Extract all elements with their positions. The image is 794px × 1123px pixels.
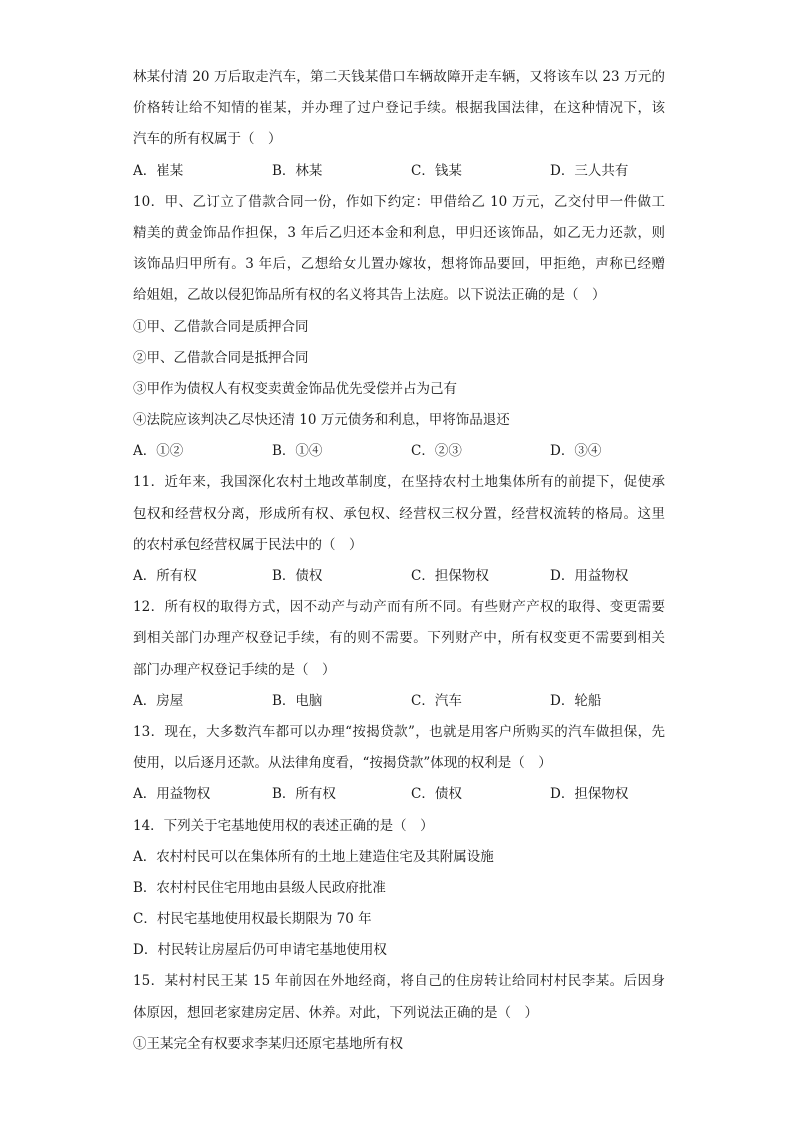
statement-item: ②甲、乙借款合同是抵押合同 — [133, 349, 309, 366]
question-text-line: 12．所有权的取得方式，因不动产与动产而有所不同。有些财产产权的取得、变更需要 — [133, 599, 665, 616]
statement-item: ①甲、乙借款合同是质押合同 — [133, 318, 309, 335]
option-a: A．所有权 — [133, 568, 197, 584]
option-b: B．所有权 — [272, 786, 336, 803]
option-d: D．轮船 — [550, 692, 602, 709]
option-b: B．①④ — [272, 443, 323, 460]
option-c: C．②③ — [411, 443, 462, 460]
statement-item: ④法院应该判决乙尽快还清 10 万元债务和利息，甲将饰品退还 — [133, 412, 510, 429]
question-11 — [133, 467, 665, 592]
question-text-line: 使用，以后逐月还款。从法律角度看，“按揭贷款”体现的权利是（ ） — [133, 755, 552, 772]
option-b: B．债权 — [272, 568, 323, 584]
answer-options — [133, 561, 665, 592]
question-13 — [133, 717, 665, 811]
option-c: C．汽车 — [411, 692, 462, 709]
question-list — [133, 62, 665, 1060]
question-text-line: 的农村承包经营权属于民法中的（ ） — [133, 536, 363, 553]
option-d: D．③④ — [550, 443, 602, 460]
answer-options — [133, 686, 665, 717]
choice-c: C．村民宅基地使用权最长期限为 70 年 — [133, 911, 372, 928]
option-c: C．钱某 — [411, 162, 462, 179]
option-c: C．债权 — [411, 786, 462, 803]
question-text-line: 到相关部门办理产权登记手续，有的则不需要。下列财产中，所有权变更不需要到相关 — [133, 630, 665, 647]
question-text-line: 体原因，想回老家建房定居、休养。对此，下列说法正确的是（ ） — [133, 1004, 538, 1021]
answer-options — [133, 779, 665, 810]
option-a: A．崔某 — [133, 162, 184, 179]
question-text-line: 包权和经营权分离，形成所有权、承包权、经营权三权分置，经营权流转的格局。这里 — [133, 505, 665, 522]
question-text-line: 11．近年来，我国深化农村土地改革制度，在坚持农村土地集体所有的前提下，促使承 — [133, 474, 665, 491]
question-15 — [133, 966, 665, 1060]
question-text-line: 精美的黄金饰品作担保，3 年后乙归还本金和利息，甲归还该饰品，如乙无力还款，则 — [133, 224, 665, 241]
option-a: A．用益物权 — [133, 786, 211, 803]
option-a: A．①② — [133, 443, 184, 460]
question-10 — [133, 187, 665, 468]
option-d: D．用益物权 — [550, 568, 629, 584]
question-text-line: 10．甲、乙订立了借款合同一份，作如下约定：甲借给乙 10 万元，乙交付甲一件做工 — [133, 193, 665, 210]
option-c: C．担保物权 — [411, 568, 489, 584]
question-text-line: 部门办理产权登记手续的是（ ） — [133, 661, 336, 678]
statement-item: ③甲作为债权人有权变卖黄金饰品优先受偿并占为己有 — [133, 380, 457, 397]
option-a: A．房屋 — [133, 692, 184, 709]
question-text-line: 林某付清 20 万后取走汽车，第二天钱某借口车辆故障开走车辆，又将该车以 23 万元的 — [133, 69, 665, 85]
choice-a: A．农村村民可以在集体所有的土地上建造住宅及其附属设施 — [133, 848, 494, 865]
option-b: B．林某 — [272, 162, 323, 179]
question-12 — [133, 592, 665, 717]
answer-options — [133, 436, 665, 467]
option-d: D．三人共有 — [550, 162, 629, 179]
question-9 — [133, 62, 665, 187]
question-text-line: 该饰品归甲所有。3 年后，乙想给女儿置办嫁妆，想将饰品要回，甲拒绝，声称已经赠 — [133, 256, 665, 273]
answer-options — [133, 156, 665, 187]
choice-d: D．村民转让房屋后仍可申请宅基地使用权 — [133, 942, 387, 959]
question-text-line: 15．某村村民王某 15 年前因在外地经商，将自己的住房转让给同村村民李某。后因身 — [133, 973, 665, 990]
choice-b: B．农村村民住宅用地由县级人民政府批准 — [133, 879, 386, 896]
option-d: D．担保物权 — [550, 786, 629, 803]
question-text-line: 14．下列关于宅基地使用权的表述正确的是（ ） — [133, 817, 434, 834]
statement-item: ①王某完全有权要求李某归还原宅基地所有权 — [133, 1035, 403, 1052]
question-14 — [133, 811, 665, 967]
question-text-line: 汽车的所有权属于（ ） — [133, 131, 282, 148]
question-text-line: 给姐姐，乙故以侵犯饰品所有权的名义将其告上法庭。以下说法正确的是（ ） — [133, 287, 606, 304]
option-b: B．电脑 — [272, 692, 323, 709]
question-text-line: 价格转让给不知情的崔某，并办理了过户登记手续。根据我国法律，在这种情况下，该 — [133, 100, 665, 117]
question-text-line: 13．现在，大多数汽车都可以办理“按揭贷款”，也就是用客户所购买的汽车做担保，先 — [133, 723, 665, 740]
